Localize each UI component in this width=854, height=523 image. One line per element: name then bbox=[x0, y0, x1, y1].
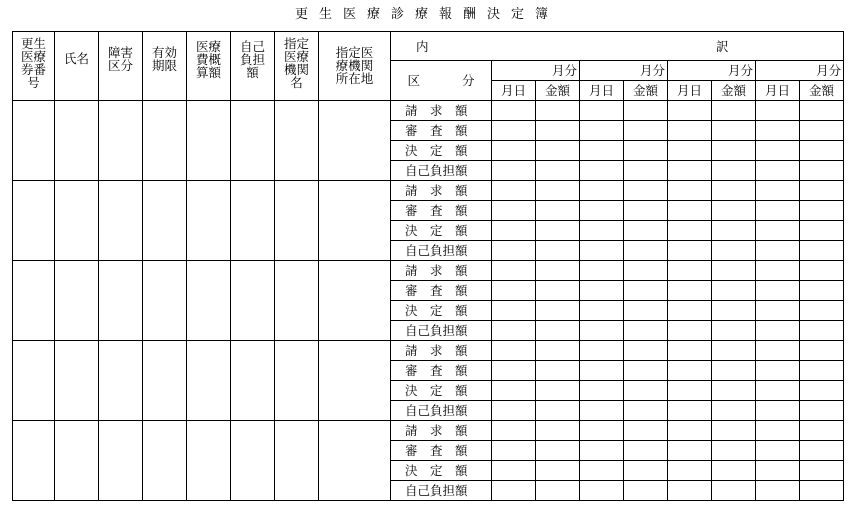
amount-cell[interactable] bbox=[536, 121, 580, 141]
record-cell[interactable] bbox=[231, 341, 275, 421]
date-cell[interactable] bbox=[492, 121, 536, 141]
amount-cell[interactable] bbox=[536, 381, 580, 401]
date-cell[interactable] bbox=[668, 241, 712, 261]
date-cell[interactable] bbox=[492, 301, 536, 321]
date-cell[interactable] bbox=[580, 341, 624, 361]
record-cell[interactable] bbox=[99, 181, 143, 261]
date-cell[interactable] bbox=[580, 141, 624, 161]
record-cell[interactable] bbox=[13, 341, 55, 421]
amount-cell[interactable] bbox=[536, 221, 580, 241]
record-cell[interactable] bbox=[143, 101, 187, 181]
date-cell[interactable] bbox=[668, 181, 712, 201]
date-cell[interactable] bbox=[492, 461, 536, 481]
amount-cell[interactable] bbox=[712, 161, 756, 181]
record-cell[interactable] bbox=[13, 261, 55, 341]
date-cell[interactable] bbox=[668, 361, 712, 381]
date-cell[interactable] bbox=[580, 481, 624, 501]
table-row bbox=[13, 181, 844, 201]
amount-cell[interactable] bbox=[800, 161, 844, 181]
amount-cell[interactable] bbox=[800, 401, 844, 421]
date-cell[interactable] bbox=[668, 201, 712, 221]
record-cell[interactable] bbox=[187, 341, 231, 421]
table-row bbox=[13, 261, 844, 281]
date-cell[interactable] bbox=[492, 101, 536, 121]
date-cell[interactable] bbox=[580, 421, 624, 441]
date-header: 月日 bbox=[492, 81, 536, 101]
amount-cell[interactable] bbox=[800, 281, 844, 301]
amount-cell[interactable] bbox=[800, 261, 844, 281]
category-label: 決 定 額 bbox=[391, 461, 492, 481]
record-cell[interactable] bbox=[99, 341, 143, 421]
record-cell[interactable] bbox=[143, 421, 187, 501]
amount-cell[interactable] bbox=[800, 221, 844, 241]
date-cell[interactable] bbox=[756, 121, 800, 141]
amount-cell[interactable] bbox=[624, 201, 668, 221]
category-label: 決 定 額 bbox=[391, 301, 492, 321]
category-label: 請 求 額 bbox=[391, 181, 492, 201]
date-cell[interactable] bbox=[492, 381, 536, 401]
amount-cell[interactable] bbox=[624, 361, 668, 381]
date-cell[interactable] bbox=[492, 161, 536, 181]
column-header-cost: 医療 費概 算額 bbox=[187, 32, 231, 101]
amount-cell[interactable] bbox=[624, 401, 668, 421]
record-cell[interactable] bbox=[143, 261, 187, 341]
amount-cell[interactable] bbox=[624, 281, 668, 301]
date-header: 月日 bbox=[668, 81, 712, 101]
breakdown-left-label: 内 bbox=[416, 38, 429, 54]
record-cell[interactable] bbox=[319, 341, 391, 421]
amount-cell[interactable] bbox=[712, 121, 756, 141]
amount-cell[interactable] bbox=[624, 141, 668, 161]
category-label: 請 求 額 bbox=[391, 421, 492, 441]
category-label: 自己負担額 bbox=[391, 401, 492, 421]
month-header-4: 月分 bbox=[756, 61, 844, 81]
date-cell[interactable] bbox=[756, 441, 800, 461]
amount-cell[interactable] bbox=[624, 161, 668, 181]
amount-cell[interactable] bbox=[712, 201, 756, 221]
category-label: 決 定 額 bbox=[391, 141, 492, 161]
amount-cell[interactable] bbox=[536, 241, 580, 261]
amount-cell[interactable] bbox=[712, 181, 756, 201]
date-cell[interactable] bbox=[492, 321, 536, 341]
date-cell[interactable] bbox=[580, 161, 624, 181]
date-cell[interactable] bbox=[668, 481, 712, 501]
amount-cell[interactable] bbox=[800, 121, 844, 141]
amount-cell[interactable] bbox=[624, 301, 668, 321]
date-cell[interactable] bbox=[580, 281, 624, 301]
amount-cell[interactable] bbox=[712, 241, 756, 261]
amount-cell[interactable] bbox=[712, 381, 756, 401]
amount-cell[interactable] bbox=[800, 341, 844, 361]
breakdown-header bbox=[391, 32, 844, 61]
date-header: 月日 bbox=[756, 81, 800, 101]
amount-cell[interactable] bbox=[536, 161, 580, 181]
record-cell[interactable] bbox=[143, 341, 187, 421]
amount-cell[interactable] bbox=[800, 441, 844, 461]
amount-header: 金額 bbox=[800, 81, 844, 101]
record-cell[interactable] bbox=[319, 181, 391, 261]
date-cell[interactable] bbox=[756, 241, 800, 261]
date-cell[interactable] bbox=[492, 341, 536, 361]
date-cell[interactable] bbox=[580, 441, 624, 461]
amount-cell[interactable] bbox=[536, 421, 580, 441]
breakdown-right-label: 訳 bbox=[716, 38, 729, 54]
date-cell[interactable] bbox=[756, 461, 800, 481]
amount-cell[interactable] bbox=[712, 441, 756, 461]
amount-cell[interactable] bbox=[712, 361, 756, 381]
date-cell[interactable] bbox=[668, 401, 712, 421]
date-cell[interactable] bbox=[756, 381, 800, 401]
date-cell[interactable] bbox=[668, 221, 712, 241]
amount-cell[interactable] bbox=[624, 181, 668, 201]
amount-cell[interactable] bbox=[536, 301, 580, 321]
table-row bbox=[13, 421, 844, 441]
record-cell[interactable] bbox=[99, 101, 143, 181]
amount-header: 金額 bbox=[624, 81, 668, 101]
amount-cell[interactable] bbox=[624, 421, 668, 441]
date-cell[interactable] bbox=[492, 401, 536, 421]
amount-cell[interactable] bbox=[624, 341, 668, 361]
category-label: 審 査 額 bbox=[391, 201, 492, 221]
page-title: 更生医療診療報酬決定簿 bbox=[294, 7, 559, 22]
amount-cell[interactable] bbox=[624, 121, 668, 141]
record-cell[interactable] bbox=[187, 181, 231, 261]
date-cell[interactable] bbox=[580, 381, 624, 401]
category-label: 自己負担額 bbox=[391, 481, 492, 501]
category-label: 自己負担額 bbox=[391, 241, 492, 261]
month-header-1: 月分 bbox=[492, 61, 580, 81]
record-cell[interactable] bbox=[275, 341, 319, 421]
date-cell[interactable] bbox=[580, 241, 624, 261]
month-header-3: 月分 bbox=[668, 61, 756, 81]
amount-cell[interactable] bbox=[800, 481, 844, 501]
amount-cell[interactable] bbox=[800, 461, 844, 481]
date-cell[interactable] bbox=[668, 341, 712, 361]
date-cell[interactable] bbox=[580, 461, 624, 481]
date-header: 月日 bbox=[580, 81, 624, 101]
date-cell[interactable] bbox=[668, 161, 712, 181]
column-header-burden: 自己 負担 額 bbox=[231, 32, 275, 101]
date-cell[interactable] bbox=[756, 281, 800, 301]
record-cell[interactable] bbox=[99, 421, 143, 501]
date-cell[interactable] bbox=[668, 461, 712, 481]
record-cell[interactable] bbox=[55, 101, 99, 181]
amount-cell[interactable] bbox=[712, 481, 756, 501]
amount-header: 金額 bbox=[712, 81, 756, 101]
date-cell[interactable] bbox=[756, 361, 800, 381]
record-cell[interactable] bbox=[231, 181, 275, 261]
date-cell[interactable] bbox=[492, 281, 536, 301]
date-cell[interactable] bbox=[492, 221, 536, 241]
date-cell[interactable] bbox=[492, 141, 536, 161]
date-cell[interactable] bbox=[492, 421, 536, 441]
category-label: 決 定 額 bbox=[391, 381, 492, 401]
column-header-name: 氏名 bbox=[55, 32, 99, 101]
amount-cell[interactable] bbox=[536, 441, 580, 461]
column-header-disability: 障害 区分 bbox=[99, 32, 143, 101]
date-cell[interactable] bbox=[668, 121, 712, 141]
date-cell[interactable] bbox=[580, 301, 624, 321]
record-cell[interactable] bbox=[13, 101, 55, 181]
decision-ledger-table bbox=[12, 31, 844, 501]
record-cell[interactable] bbox=[13, 181, 55, 261]
date-cell[interactable] bbox=[492, 481, 536, 501]
record-cell[interactable] bbox=[143, 181, 187, 261]
amount-cell[interactable] bbox=[800, 101, 844, 121]
column-header-validity: 有効 期限 bbox=[143, 32, 187, 101]
date-cell[interactable] bbox=[756, 421, 800, 441]
amount-cell[interactable] bbox=[624, 241, 668, 261]
date-cell[interactable] bbox=[668, 421, 712, 441]
record-cell[interactable] bbox=[55, 261, 99, 341]
category-label: 請 求 額 bbox=[391, 261, 492, 281]
date-cell[interactable] bbox=[668, 281, 712, 301]
record-cell[interactable] bbox=[275, 421, 319, 501]
category-label: 審 査 額 bbox=[391, 441, 492, 461]
amount-cell[interactable] bbox=[624, 461, 668, 481]
amount-cell[interactable] bbox=[536, 341, 580, 361]
date-cell[interactable] bbox=[580, 321, 624, 341]
amount-cell[interactable] bbox=[624, 261, 668, 281]
date-cell[interactable] bbox=[492, 261, 536, 281]
amount-cell[interactable] bbox=[536, 201, 580, 221]
amount-cell[interactable] bbox=[712, 221, 756, 241]
date-cell[interactable] bbox=[756, 201, 800, 221]
date-cell[interactable] bbox=[756, 481, 800, 501]
amount-cell[interactable] bbox=[800, 301, 844, 321]
date-cell[interactable] bbox=[580, 121, 624, 141]
column-header-number: 更生 医療 券番 号 bbox=[13, 32, 55, 101]
date-cell[interactable] bbox=[580, 101, 624, 121]
category-label: 自己負担額 bbox=[391, 161, 492, 181]
amount-cell[interactable] bbox=[800, 421, 844, 441]
amount-cell[interactable] bbox=[712, 301, 756, 321]
amount-cell[interactable] bbox=[624, 441, 668, 461]
date-cell[interactable] bbox=[668, 301, 712, 321]
record-cell[interactable] bbox=[13, 421, 55, 501]
amount-cell[interactable] bbox=[712, 141, 756, 161]
record-cell[interactable] bbox=[319, 101, 391, 181]
table-row bbox=[13, 341, 844, 361]
date-cell[interactable] bbox=[580, 261, 624, 281]
date-cell[interactable] bbox=[668, 261, 712, 281]
record-cell[interactable] bbox=[187, 421, 231, 501]
column-header-address: 指定医 療機関 所在地 bbox=[319, 32, 391, 101]
amount-cell[interactable] bbox=[712, 281, 756, 301]
date-cell[interactable] bbox=[668, 141, 712, 161]
category-header: 区 分 bbox=[391, 61, 492, 101]
category-label: 自己負担額 bbox=[391, 321, 492, 341]
table-row bbox=[13, 101, 844, 121]
date-cell[interactable] bbox=[756, 221, 800, 241]
date-cell[interactable] bbox=[492, 241, 536, 261]
category-label: 請 求 額 bbox=[391, 101, 492, 121]
date-cell[interactable] bbox=[492, 441, 536, 461]
month-header-2: 月分 bbox=[580, 61, 668, 81]
amount-cell[interactable] bbox=[800, 241, 844, 261]
amount-cell[interactable] bbox=[800, 321, 844, 341]
date-cell[interactable] bbox=[580, 361, 624, 381]
amount-cell[interactable] bbox=[624, 321, 668, 341]
record-cell[interactable] bbox=[319, 261, 391, 341]
amount-cell[interactable] bbox=[712, 421, 756, 441]
amount-cell[interactable] bbox=[536, 401, 580, 421]
record-cell[interactable] bbox=[319, 421, 391, 501]
record-cell[interactable] bbox=[275, 181, 319, 261]
amount-cell[interactable] bbox=[712, 101, 756, 121]
date-cell[interactable] bbox=[756, 181, 800, 201]
category-label: 決 定 額 bbox=[391, 221, 492, 241]
amount-cell[interactable] bbox=[624, 101, 668, 121]
category-label: 審 査 額 bbox=[391, 281, 492, 301]
amount-header: 金額 bbox=[536, 81, 580, 101]
record-cell[interactable] bbox=[275, 261, 319, 341]
record-cell[interactable] bbox=[187, 261, 231, 341]
amount-cell[interactable] bbox=[536, 281, 580, 301]
date-cell[interactable] bbox=[668, 441, 712, 461]
date-cell[interactable] bbox=[580, 201, 624, 221]
amount-cell[interactable] bbox=[712, 341, 756, 361]
date-cell[interactable] bbox=[756, 301, 800, 321]
category-label: 審 査 額 bbox=[391, 121, 492, 141]
date-cell[interactable] bbox=[668, 321, 712, 341]
record-cell[interactable] bbox=[275, 101, 319, 181]
record-cell[interactable] bbox=[231, 101, 275, 181]
amount-cell[interactable] bbox=[800, 361, 844, 381]
category-label: 審 査 額 bbox=[391, 361, 492, 381]
record-cell[interactable] bbox=[55, 421, 99, 501]
amount-cell[interactable] bbox=[536, 261, 580, 281]
amount-cell[interactable] bbox=[800, 141, 844, 161]
amount-cell[interactable] bbox=[536, 181, 580, 201]
record-cell[interactable] bbox=[231, 261, 275, 341]
date-cell[interactable] bbox=[756, 141, 800, 161]
date-cell[interactable] bbox=[492, 201, 536, 221]
amount-cell[interactable] bbox=[624, 381, 668, 401]
amount-cell[interactable] bbox=[536, 141, 580, 161]
amount-cell[interactable] bbox=[536, 321, 580, 341]
date-cell[interactable] bbox=[668, 381, 712, 401]
date-cell[interactable] bbox=[492, 361, 536, 381]
date-cell[interactable] bbox=[756, 321, 800, 341]
date-cell[interactable] bbox=[756, 161, 800, 181]
amount-cell[interactable] bbox=[800, 181, 844, 201]
record-cell[interactable] bbox=[231, 421, 275, 501]
amount-cell[interactable] bbox=[800, 381, 844, 401]
date-cell[interactable] bbox=[492, 181, 536, 201]
record-cell[interactable] bbox=[55, 341, 99, 421]
date-cell[interactable] bbox=[756, 341, 800, 361]
date-cell[interactable] bbox=[668, 101, 712, 121]
amount-cell[interactable] bbox=[624, 221, 668, 241]
column-header-institution: 指定 医療 機関 名 bbox=[275, 32, 319, 101]
date-cell[interactable] bbox=[756, 401, 800, 421]
amount-cell[interactable] bbox=[536, 461, 580, 481]
amount-cell[interactable] bbox=[536, 481, 580, 501]
record-cell[interactable] bbox=[55, 181, 99, 261]
date-cell[interactable] bbox=[756, 101, 800, 121]
amount-cell[interactable] bbox=[800, 201, 844, 221]
amount-cell[interactable] bbox=[712, 401, 756, 421]
date-cell[interactable] bbox=[580, 221, 624, 241]
date-cell[interactable] bbox=[580, 401, 624, 421]
record-cell[interactable] bbox=[187, 101, 231, 181]
amount-cell[interactable] bbox=[536, 361, 580, 381]
amount-cell[interactable] bbox=[712, 261, 756, 281]
amount-cell[interactable] bbox=[712, 461, 756, 481]
amount-cell[interactable] bbox=[712, 321, 756, 341]
amount-cell[interactable] bbox=[624, 481, 668, 501]
record-cell[interactable] bbox=[99, 261, 143, 341]
category-label: 請 求 額 bbox=[391, 341, 492, 361]
date-cell[interactable] bbox=[580, 181, 624, 201]
date-cell[interactable] bbox=[756, 261, 800, 281]
amount-cell[interactable] bbox=[536, 101, 580, 121]
